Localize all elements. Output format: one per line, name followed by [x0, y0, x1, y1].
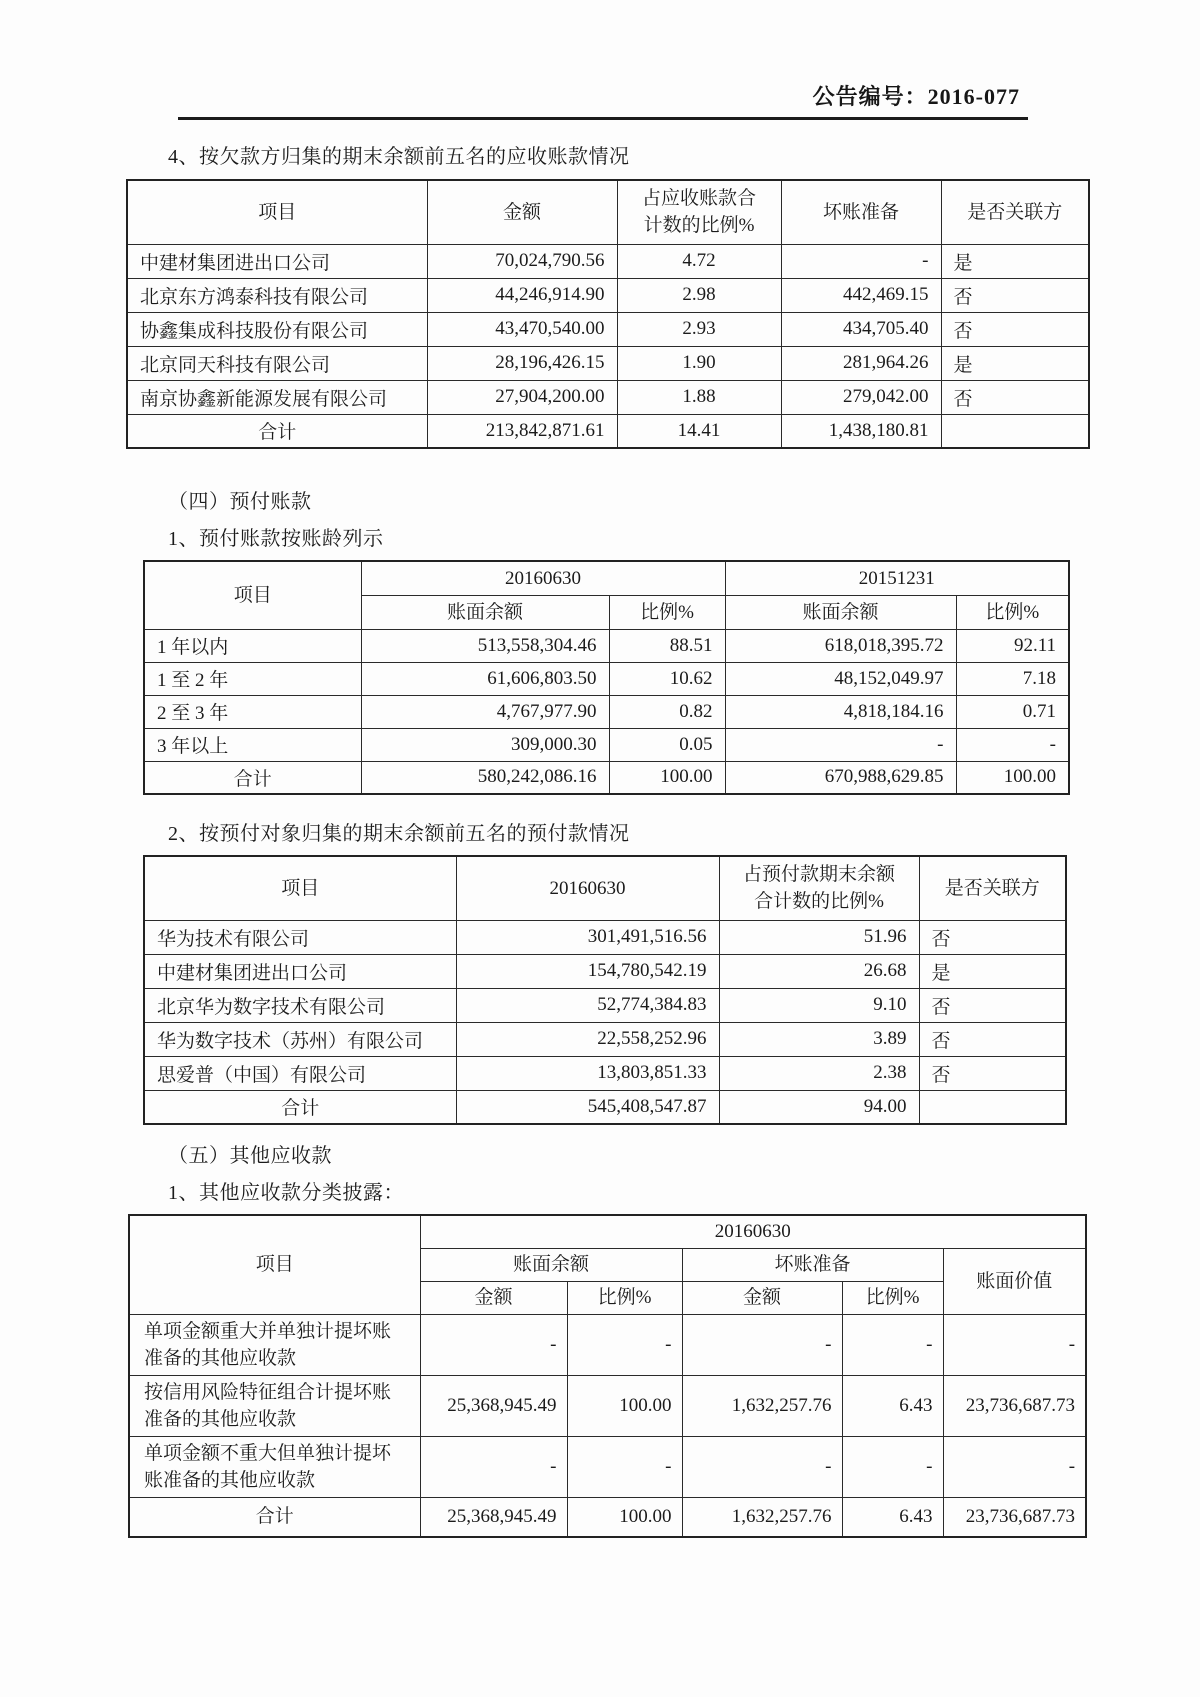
- table-cell: -: [781, 244, 941, 278]
- table-row: [144, 988, 1066, 1022]
- table-cell: 23,736,687.73: [943, 1375, 1086, 1436]
- column-header-ratio: 占应收账款合计数的比例%: [617, 180, 781, 244]
- table-cell: 4.72: [617, 244, 781, 278]
- column-header-item: 项目: [144, 856, 456, 920]
- column-header-related-party: 是否关联方: [919, 856, 1066, 920]
- heading-prepayment-top5: 2、按预付对象归集的期末余额前五名的预付款情况: [168, 823, 630, 845]
- table-cell: 否: [941, 278, 1089, 312]
- table-cell: -: [567, 1314, 682, 1375]
- table-cell: -: [842, 1436, 943, 1497]
- table-cell: 1.90: [617, 346, 781, 380]
- table-cell: 10.62: [609, 662, 725, 695]
- table-cell: 70,024,790.56: [427, 244, 617, 278]
- table-cell: 中建材集团进出口公司: [144, 954, 456, 988]
- table-cell: 否: [919, 1056, 1066, 1090]
- table-row: [144, 629, 1069, 662]
- table-cell: -: [943, 1314, 1086, 1375]
- table-cell: 94.00: [719, 1090, 919, 1124]
- table-header: [144, 561, 1069, 629]
- table-cell: 545,408,547.87: [456, 1090, 719, 1124]
- table-cell: 0.71: [956, 695, 1069, 728]
- table-row: [129, 1497, 1086, 1537]
- table-header-row: [144, 856, 1066, 920]
- table-body: [144, 920, 1066, 1124]
- table-cell: 华为数字技术（苏州）有限公司: [144, 1022, 456, 1056]
- table-header-row: [127, 180, 1089, 244]
- table-cell: 否: [919, 988, 1066, 1022]
- table-cell: -: [682, 1436, 842, 1497]
- table-cell: 6.43: [842, 1375, 943, 1436]
- table-cell: [941, 414, 1089, 448]
- table-cell: 61,606,803.50: [361, 662, 609, 695]
- column-group-bad-debt: 坏账准备: [682, 1248, 943, 1281]
- table-cell: 按信用风险特征组合计提坏账准备的其他应收款: [129, 1375, 420, 1436]
- table-cell: 43,470,540.00: [427, 312, 617, 346]
- table-row: [144, 1022, 1066, 1056]
- table-cell: 否: [919, 1022, 1066, 1056]
- column-header-balance-2016: 账面余额: [361, 595, 609, 629]
- table-row: [144, 728, 1069, 761]
- table-cell: 北京同天科技有限公司: [127, 346, 427, 380]
- table-cell: 309,000.30: [361, 728, 609, 761]
- table-cell: 1 至 2 年: [144, 662, 361, 695]
- table-cell: -: [567, 1436, 682, 1497]
- table-cell: 2.98: [617, 278, 781, 312]
- table-cell: 否: [919, 920, 1066, 954]
- table-cell: 580,242,086.16: [361, 761, 609, 794]
- table-cell: 48,152,049.97: [725, 662, 956, 695]
- table-cell: 14.41: [617, 414, 781, 448]
- table-cell: 7.18: [956, 662, 1069, 695]
- prepayment-aging-table: [143, 560, 1070, 795]
- table-cell: 1,438,180.81: [781, 414, 941, 448]
- table-cell: 是: [919, 954, 1066, 988]
- table-cell: 100.00: [609, 761, 725, 794]
- other-receivables-classification-table: [128, 1214, 1087, 1538]
- table-row: [127, 346, 1089, 380]
- table-cell: 100.00: [567, 1375, 682, 1436]
- table-cell: 100.00: [956, 761, 1069, 794]
- table-cell: 北京华为数字技术有限公司: [144, 988, 456, 1022]
- table-cell: 28,196,426.15: [427, 346, 617, 380]
- table-row: [129, 1436, 1086, 1497]
- table-cell: 0.05: [609, 728, 725, 761]
- table-header-row: [144, 561, 1069, 595]
- table-row: [127, 312, 1089, 346]
- table-cell: 3 年以上: [144, 728, 361, 761]
- table-cell: 合计: [144, 761, 361, 794]
- column-header-ratio-2016: 比例%: [609, 595, 725, 629]
- table-cell: 88.51: [609, 629, 725, 662]
- column-header-bad-debt-ratio: 比例%: [842, 1281, 943, 1314]
- table-cell: 思爱普（中国）有限公司: [144, 1056, 456, 1090]
- column-header-item: 项目: [144, 561, 361, 629]
- heading-prepayment-aging: 1、预付账款按账龄列示: [168, 528, 384, 550]
- table-cell: -: [943, 1436, 1086, 1497]
- table-cell: -: [725, 728, 956, 761]
- table-cell: 2.93: [617, 312, 781, 346]
- table-header: [127, 180, 1089, 244]
- table-cell: 单项金额重大并单独计提坏账准备的其他应收款: [129, 1314, 420, 1375]
- column-group-20160630: 20160630: [361, 561, 725, 595]
- table-row: [144, 761, 1069, 794]
- column-header-bad-debt-amount: 金额: [682, 1281, 842, 1314]
- table-cell: 北京东方鸿泰科技有限公司: [127, 278, 427, 312]
- table-cell: -: [956, 728, 1069, 761]
- column-header-amount: 金额: [427, 180, 617, 244]
- table-cell: 6.43: [842, 1497, 943, 1537]
- table-body: [127, 244, 1089, 448]
- table-cell: 44,246,914.90: [427, 278, 617, 312]
- table-cell: 2 至 3 年: [144, 695, 361, 728]
- table-cell: 是: [941, 244, 1089, 278]
- table-cell: 279,042.00: [781, 380, 941, 414]
- table-cell: 中建材集团进出口公司: [127, 244, 427, 278]
- table-cell: 23,736,687.73: [943, 1497, 1086, 1537]
- table-row: [127, 278, 1089, 312]
- table-row: [144, 1056, 1066, 1090]
- table-cell: 1,632,257.76: [682, 1375, 842, 1436]
- table-cell: 单项金额不重大但单独计提坏账准备的其他应收款: [129, 1436, 420, 1497]
- receivables-top5-table: [126, 179, 1090, 449]
- table-cell: 1,632,257.76: [682, 1497, 842, 1537]
- table-cell: 51.96: [719, 920, 919, 954]
- column-header-item: 项目: [129, 1215, 420, 1314]
- table-header: [129, 1215, 1086, 1314]
- table-cell: [919, 1090, 1066, 1124]
- table-cell: 26.68: [719, 954, 919, 988]
- table-cell: -: [420, 1436, 567, 1497]
- table-cell: 合计: [129, 1497, 420, 1537]
- table-row: [127, 414, 1089, 448]
- table-cell: 618,018,395.72: [725, 629, 956, 662]
- table-cell: 是: [941, 346, 1089, 380]
- heading-prepayments-section: （四）预付账款: [168, 491, 312, 513]
- table-cell: 100.00: [567, 1497, 682, 1537]
- table-cell: 281,964.26: [781, 346, 941, 380]
- announcement-number: 公告编号：2016-077: [812, 84, 1020, 109]
- table-body: [144, 629, 1069, 794]
- table-cell: 4,818,184.16: [725, 695, 956, 728]
- table-cell: 3.89: [719, 1022, 919, 1056]
- column-header-item: 项目: [127, 180, 427, 244]
- table-cell: 52,774,384.83: [456, 988, 719, 1022]
- table-cell: 25,368,945.49: [420, 1497, 567, 1537]
- table-cell: 27,904,200.00: [427, 380, 617, 414]
- table-cell: 301,491,516.56: [456, 920, 719, 954]
- table-cell: 1.88: [617, 380, 781, 414]
- table-row: [127, 380, 1089, 414]
- table-cell: -: [420, 1314, 567, 1375]
- table-cell: 4,767,977.90: [361, 695, 609, 728]
- table-row: [144, 695, 1069, 728]
- column-header-20160630: 20160630: [456, 856, 719, 920]
- column-header-balance-amount: 金额: [420, 1281, 567, 1314]
- table-cell: 9.10: [719, 988, 919, 1022]
- table-row: [129, 1375, 1086, 1436]
- table-row: [144, 920, 1066, 954]
- table-cell: 13,803,851.33: [456, 1056, 719, 1090]
- column-group-20160630: 20160630: [420, 1215, 1086, 1248]
- table-cell: 1 年以内: [144, 629, 361, 662]
- column-header-related-party: 是否关联方: [941, 180, 1089, 244]
- heading-other-receivables-classification: 1、其他应收款分类披露：: [168, 1182, 404, 1204]
- table-row: [129, 1314, 1086, 1375]
- prepayment-top5-table: [143, 855, 1067, 1125]
- table-cell: 513,558,304.46: [361, 629, 609, 662]
- column-group-20151231: 20151231: [725, 561, 1069, 595]
- table-cell: -: [682, 1314, 842, 1375]
- table-header-row: [129, 1215, 1086, 1248]
- table-cell: 670,988,629.85: [725, 761, 956, 794]
- column-header-ratio-2015: 比例%: [956, 595, 1069, 629]
- column-header-ratio: 占预付款期末余额合计数的比例%: [719, 856, 919, 920]
- table-cell: 92.11: [956, 629, 1069, 662]
- table-cell: 22,558,252.96: [456, 1022, 719, 1056]
- column-header-balance-2015: 账面余额: [725, 595, 956, 629]
- column-group-balance: 账面余额: [420, 1248, 682, 1281]
- table-cell: 0.82: [609, 695, 725, 728]
- table-header: [144, 856, 1066, 920]
- table-cell: 合计: [127, 414, 427, 448]
- table-body: [129, 1314, 1086, 1537]
- table-cell: 442,469.15: [781, 278, 941, 312]
- table-row: [144, 1090, 1066, 1124]
- table-cell: 华为技术有限公司: [144, 920, 456, 954]
- header-divider-rule: [178, 117, 1028, 120]
- column-header-balance-ratio: 比例%: [567, 1281, 682, 1314]
- table-cell: 协鑫集成科技股份有限公司: [127, 312, 427, 346]
- column-header-book-value: 账面价值: [943, 1248, 1086, 1314]
- heading-other-receivables-section: （五）其他应收款: [168, 1145, 332, 1167]
- heading-receivables-top5: 4、按欠款方归集的期末余额前五名的应收账款情况: [168, 146, 630, 168]
- table-cell: 154,780,542.19: [456, 954, 719, 988]
- table-cell: 25,368,945.49: [420, 1375, 567, 1436]
- table-cell: -: [842, 1314, 943, 1375]
- table-cell: 否: [941, 380, 1089, 414]
- table-cell: 南京协鑫新能源发展有限公司: [127, 380, 427, 414]
- table-cell: 2.38: [719, 1056, 919, 1090]
- table-cell: 否: [941, 312, 1089, 346]
- table-cell: 213,842,871.61: [427, 414, 617, 448]
- table-cell: 合计: [144, 1090, 456, 1124]
- column-header-bad-debt: 坏账准备: [781, 180, 941, 244]
- table-cell: 434,705.40: [781, 312, 941, 346]
- table-row: [144, 662, 1069, 695]
- table-row: [127, 244, 1089, 278]
- table-row: [144, 954, 1066, 988]
